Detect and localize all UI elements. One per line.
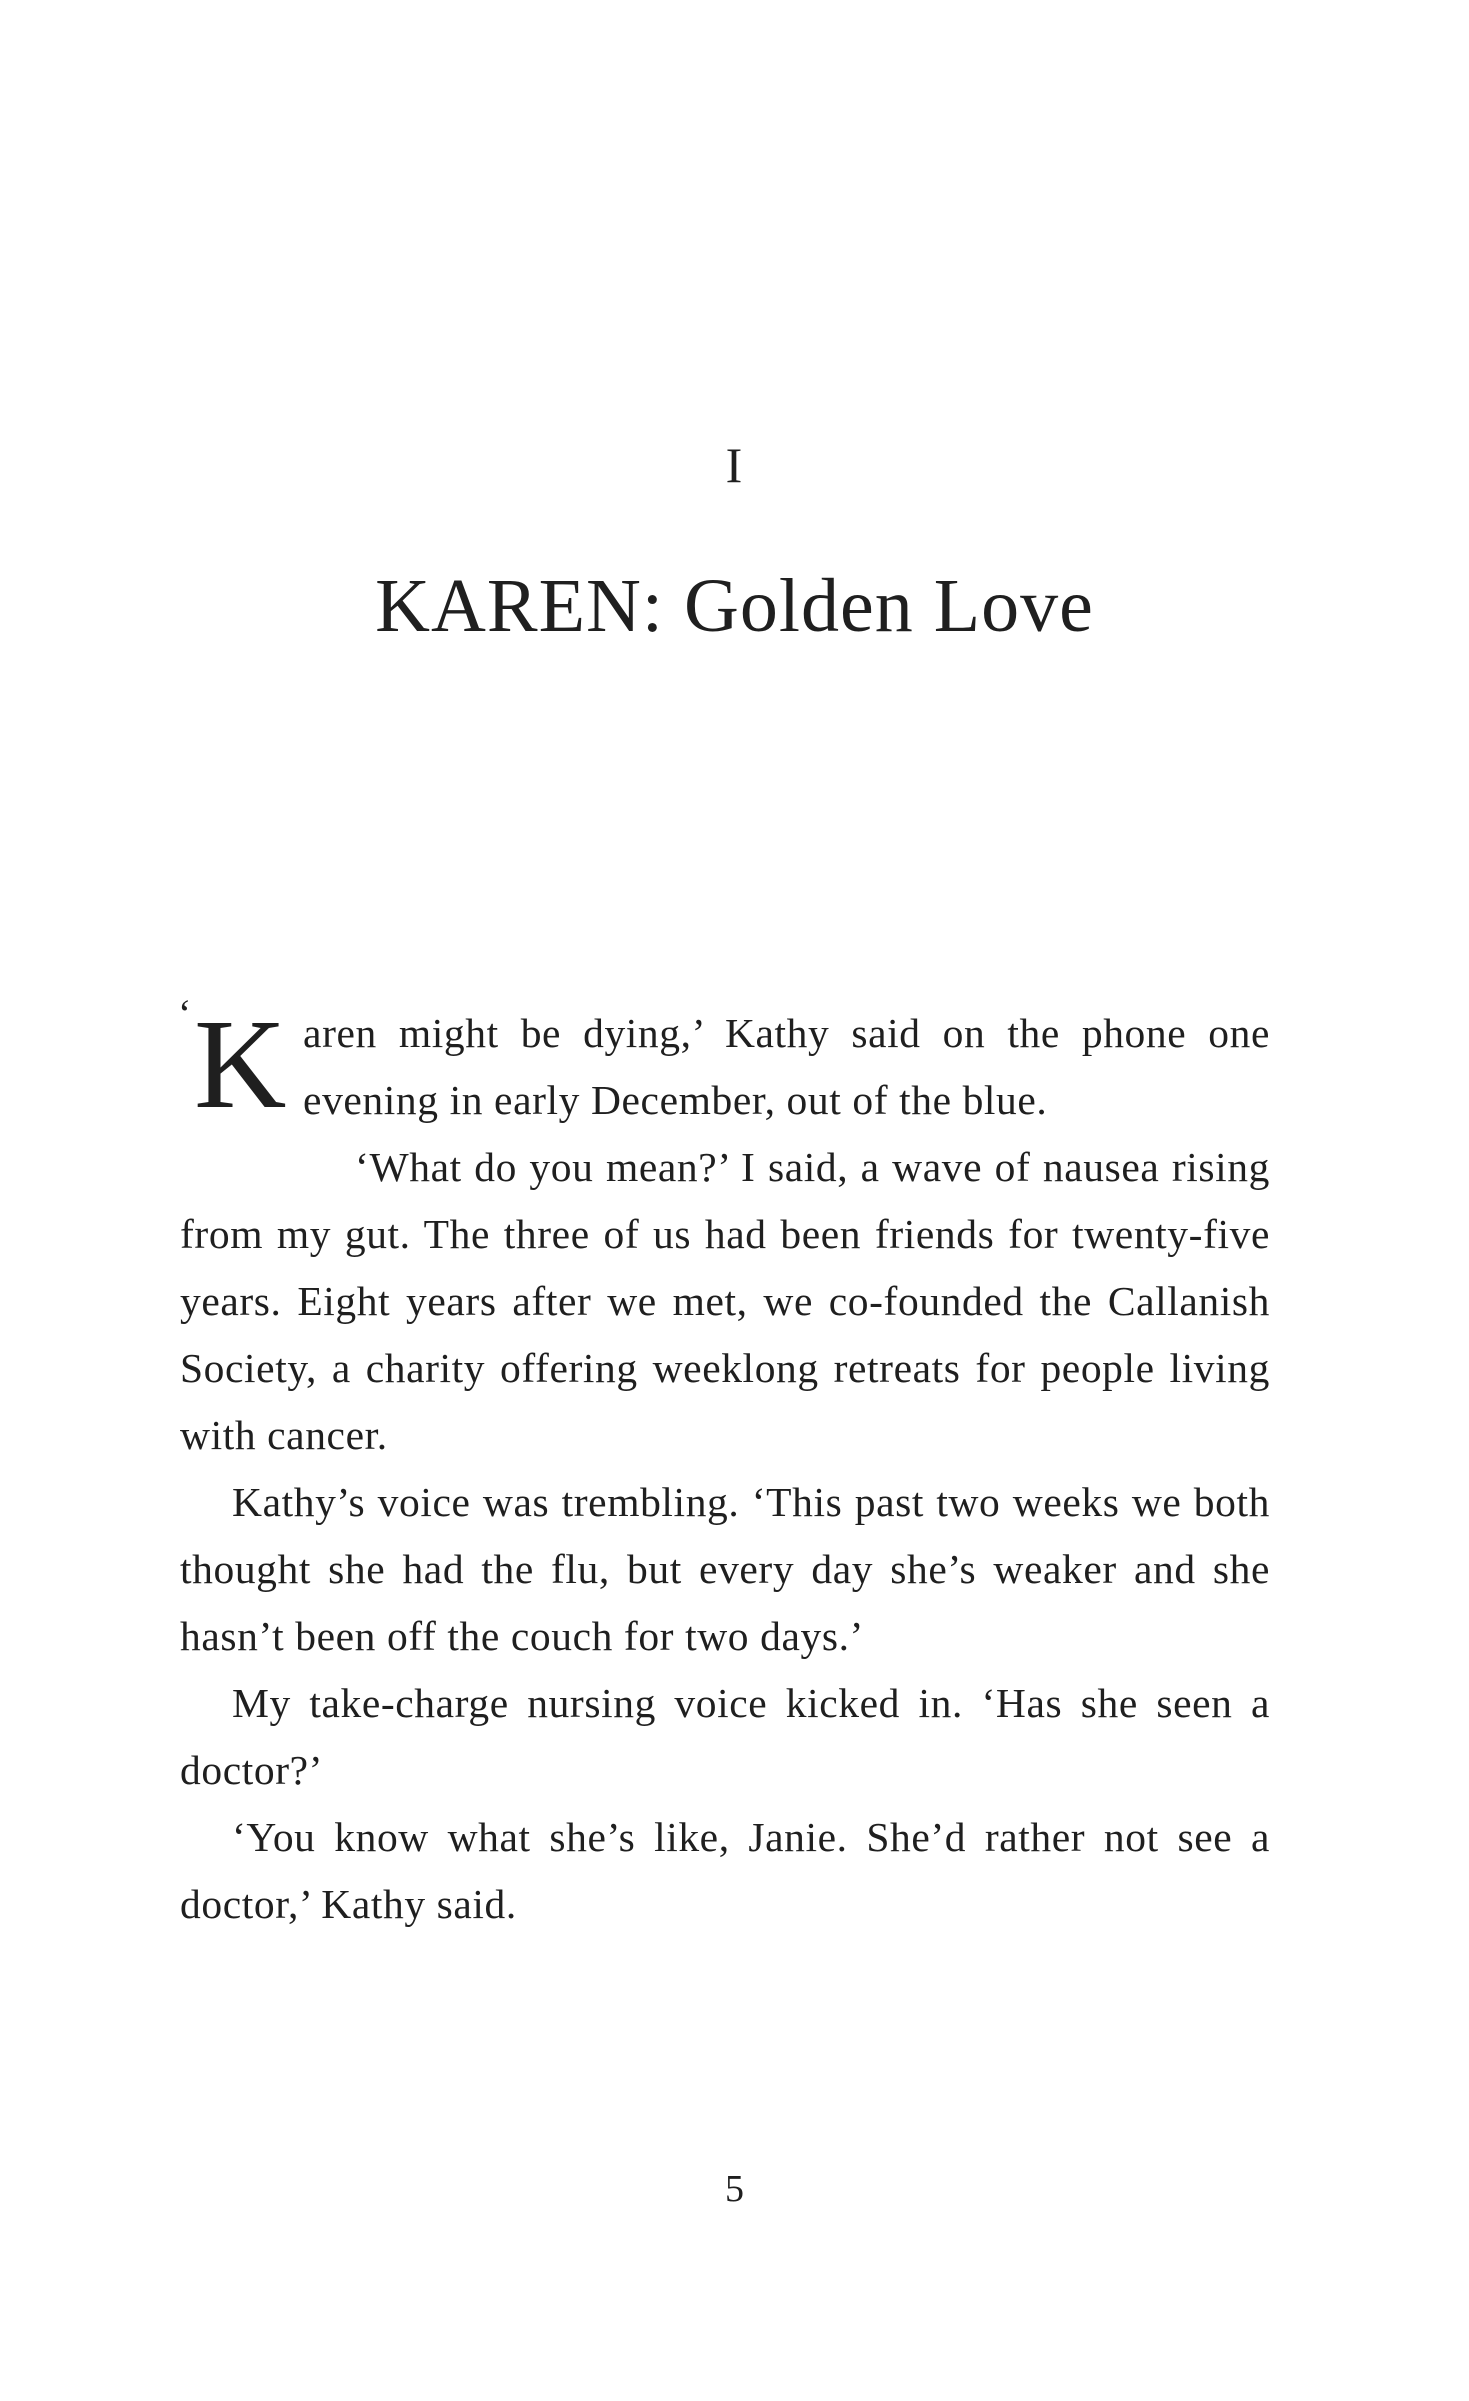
paragraph: ‘You know what she’s like, Janie. She’d rather not see a doctor,’ Kathy said.: [180, 1814, 1270, 1927]
paragraph: Kathy’s voice was trembling. ‘This past two weeks we both thought she had the flu, but every day she’s weaker and she hasn’t been off the couch for two days.’: [180, 1479, 1270, 1659]
chapter-number: I: [725, 437, 744, 493]
chapter-title: KAREN: Golden Love: [375, 564, 1094, 648]
paragraph: My take-charge nursing voice kicked in. ‘Has she seen a doctor?’: [180, 1680, 1270, 1793]
drop-cap: [178, 991, 288, 1136]
drop-cap-letter: K: [194, 993, 288, 1135]
body-text: [178, 991, 1270, 1938]
paragraph: [178, 991, 1270, 1135]
page-number: 5: [725, 2168, 744, 2210]
paragraph: ‘What do you mean?’ I said, a wave of nausea rising from my gut. The three of us had been friends for twenty-five years. Eight years after we met, we co-founded the Callanish Society, a charity offering weeklong retreats for people living with cancer.: [180, 1144, 1270, 1458]
drop-cap-quote: ‘: [178, 991, 192, 1036]
paragraph-text: aren might be dying,’ Kathy said on the phone one evening in early December, out of the blue.: [303, 1010, 1270, 1123]
